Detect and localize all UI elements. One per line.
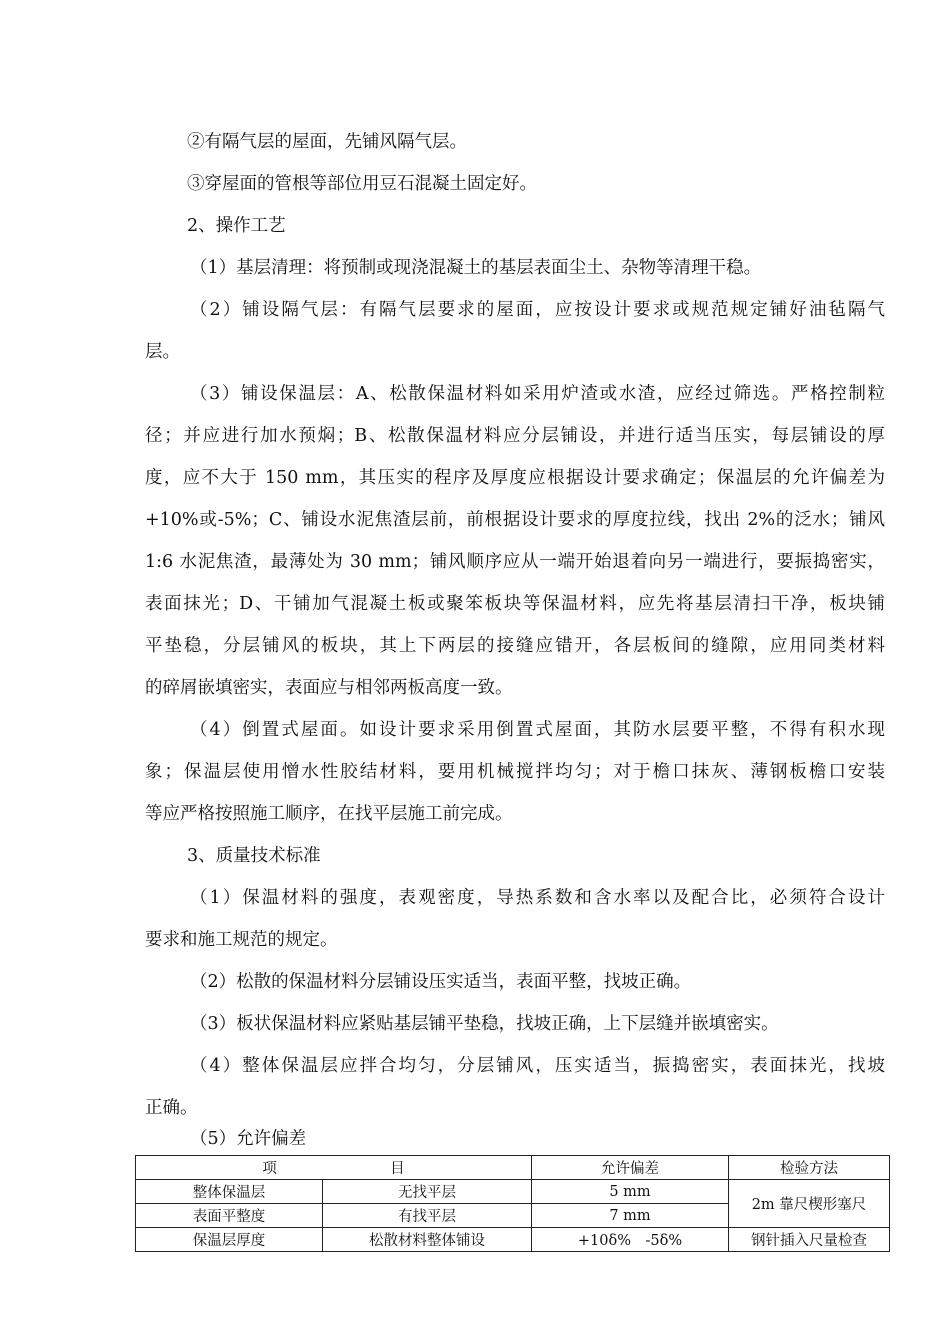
header-item-a: 项 [262, 1161, 277, 1177]
step-4-line-3: 等应严格按照施工顺序，在找平层施工前完成。 [145, 804, 513, 824]
header-item [136, 1156, 532, 1180]
row-2-col-3: 7 mm [532, 1204, 729, 1228]
row-2-col-1: 表面平整度 [136, 1204, 323, 1228]
allowed-deviation-table [135, 1155, 890, 1252]
header-method: 检验方法 [729, 1156, 890, 1180]
std-1-line-1: （1）保温材料的强度，表观密度，导热系数和含水率以及配合比，必须符合设计 [190, 888, 885, 908]
row-3-col-3: +10δ% -5δ% [532, 1228, 729, 1252]
step-2-line-2: 层。 [145, 342, 180, 362]
row-3-col-4: 钢针插入尺量检查 [729, 1228, 890, 1252]
row-2-col-2: 有找平层 [323, 1204, 532, 1228]
prep-item-2: ②有隔气层的屋面，先铺风隔气层。 [187, 132, 467, 152]
std-4-line-2: 正确。 [145, 1098, 198, 1118]
prep-item-3: ③穿屋面的管根等部位用豆石混凝土固定好。 [187, 174, 537, 194]
step-4-line-2: 象；保温层使用憎水性胶结材料，要用机械搅拌均匀；对于檐口抹灰、薄钢板檐口安装 [145, 762, 885, 782]
step-1-base-cleaning: （1）基层清理：将预制或现浇混凝土的基层表面尘土、杂物等清理干稳。 [190, 258, 762, 278]
step-3-line-3: 度，应不大于 150 mm，其压实的程序及厚度应根据设计要求确定；保温层的允许偏差为 [145, 468, 885, 488]
row-3-col-1: 保温层厚度 [136, 1228, 323, 1252]
std-4-line-1: （4）整体保温层应拌合均匀，分层铺风，压实适当，振捣密实，表面抹光，找坡 [190, 1056, 885, 1076]
merged-method-cell: 2m 靠尺楔形塞尺 [729, 1180, 890, 1228]
step-2-line-1: （2）铺设隔气层：有隔气层要求的屋面，应按设计要求或规范规定铺好油毡隔气 [190, 300, 885, 320]
step-3-line-7: 平垫稳，分层铺风的板块，其上下两层的接缝应错开，各层板间的缝隙，应用同类材料 [145, 636, 885, 656]
row-1-col-1: 整体保温层 [136, 1180, 323, 1204]
std-5-allowed-deviation: （5）允许偏差 [190, 1129, 307, 1149]
table-row [136, 1180, 890, 1204]
heading-operation-process: 2、操作工艺 [187, 216, 286, 236]
table-row [136, 1228, 890, 1252]
step-3-line-4: +10%或-5%；C、铺设水泥焦渣层前，前根据设计要求的厚度拉线，找出 2%的泛水；铺风 [145, 510, 885, 530]
header-item-b: 目 [390, 1161, 405, 1177]
header-deviation: 允许偏差 [532, 1156, 729, 1180]
std-3: （3）板状保温材料应紧贴基层铺平垫稳，找坡正确，上下层缝并嵌填密实。 [190, 1014, 779, 1034]
heading-quality-standards: 3、质量技术标准 [187, 846, 321, 866]
row-3-col-2: 松散材料整体铺设 [323, 1228, 532, 1252]
step-3-line-8: 的碎屑嵌填密实，表面应与相邻两板高度一致。 [145, 678, 513, 698]
table-header-row [136, 1156, 890, 1180]
step-3-line-1: （3）铺设保温层：A、松散保温材料如采用炉渣或水渣，应经过筛选。严格控制粒 [190, 384, 885, 404]
row-1-col-3: 5 mm [532, 1180, 729, 1204]
std-1-line-2: 要求和施工规范的规定。 [145, 930, 338, 950]
std-2: （2）松散的保温材料分层铺设压实适当，表面平整，找坡正确。 [190, 972, 692, 992]
step-3-line-6: 表面抹光；D、干铺加气混凝土板或聚笨板块等保温材料，应先将基层清扫干净，板块铺 [145, 594, 885, 614]
row-1-col-2: 无找平层 [323, 1180, 532, 1204]
step-3-line-2: 径；并应进行加水预焖；B、松散保温材料应分层铺设，并进行适当压实，每层铺设的厚 [145, 426, 885, 446]
step-4-line-1: （4）倒置式屋面。如设计要求采用倒置式屋面，其防水层要平整，不得有积水现 [190, 720, 885, 740]
step-3-line-5: 1:6 水泥焦渣，最薄处为 30 mm；铺风顺序应从一端开始退着向另一端进行，要振捣密实， [145, 552, 885, 572]
